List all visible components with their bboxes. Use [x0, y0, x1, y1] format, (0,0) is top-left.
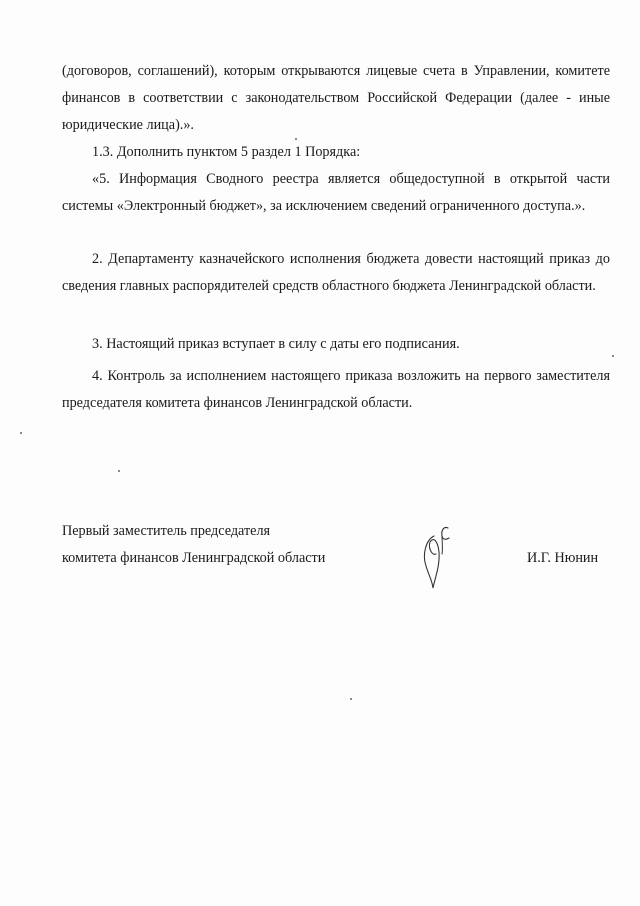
paragraph-1-3: 1.3. Дополнить пунктом 5 раздел 1 Порядка:: [92, 144, 361, 160]
scan-speck: [20, 432, 22, 434]
paragraph-point-5: «5. Информация Сводного реестра является общедоступной в открытой части системы «Электронный бюджет», за исключением сведений ограниченного доступа.».: [62, 171, 610, 214]
section-3: [62, 331, 610, 358]
paragraph-4: 4. Контроль за исполнением настоящего приказа возложить на первого заместителя председателя комитета финансов Ленинградской области.: [62, 368, 610, 411]
paragraph-continuation: [62, 58, 610, 139]
section-2: [62, 246, 610, 300]
signer-name: И.Г. Нюнин: [527, 550, 599, 566]
scan-speck: [295, 138, 297, 140]
scan-speck: [118, 470, 120, 472]
handwritten-signature: [412, 518, 472, 593]
paragraph-2: 2. Департаменту казначейского исполнения бюджета довести настоящий приказ до сведения главных распорядителей средств областного бюджета Ленинградской области.: [62, 251, 610, 294]
section-4: [62, 363, 610, 417]
scan-speck: [612, 355, 614, 357]
scan-speck: [350, 698, 352, 700]
paragraph-1: (договоров, соглашений), которым открываются лицевые счета в Управлении, комитете финансов в соответствии с законодательством Российской Федерации (далее - иные юридические лица).».: [62, 63, 610, 133]
signer-position-line-1: Первый заместитель председателя: [62, 523, 271, 539]
signer-position-line-2: комитета финансов Ленинградской области: [62, 550, 326, 566]
paragraph-3: 3. Настоящий приказ вступает в силу с даты его подписания.: [92, 336, 460, 352]
section-1-3: [62, 139, 610, 220]
